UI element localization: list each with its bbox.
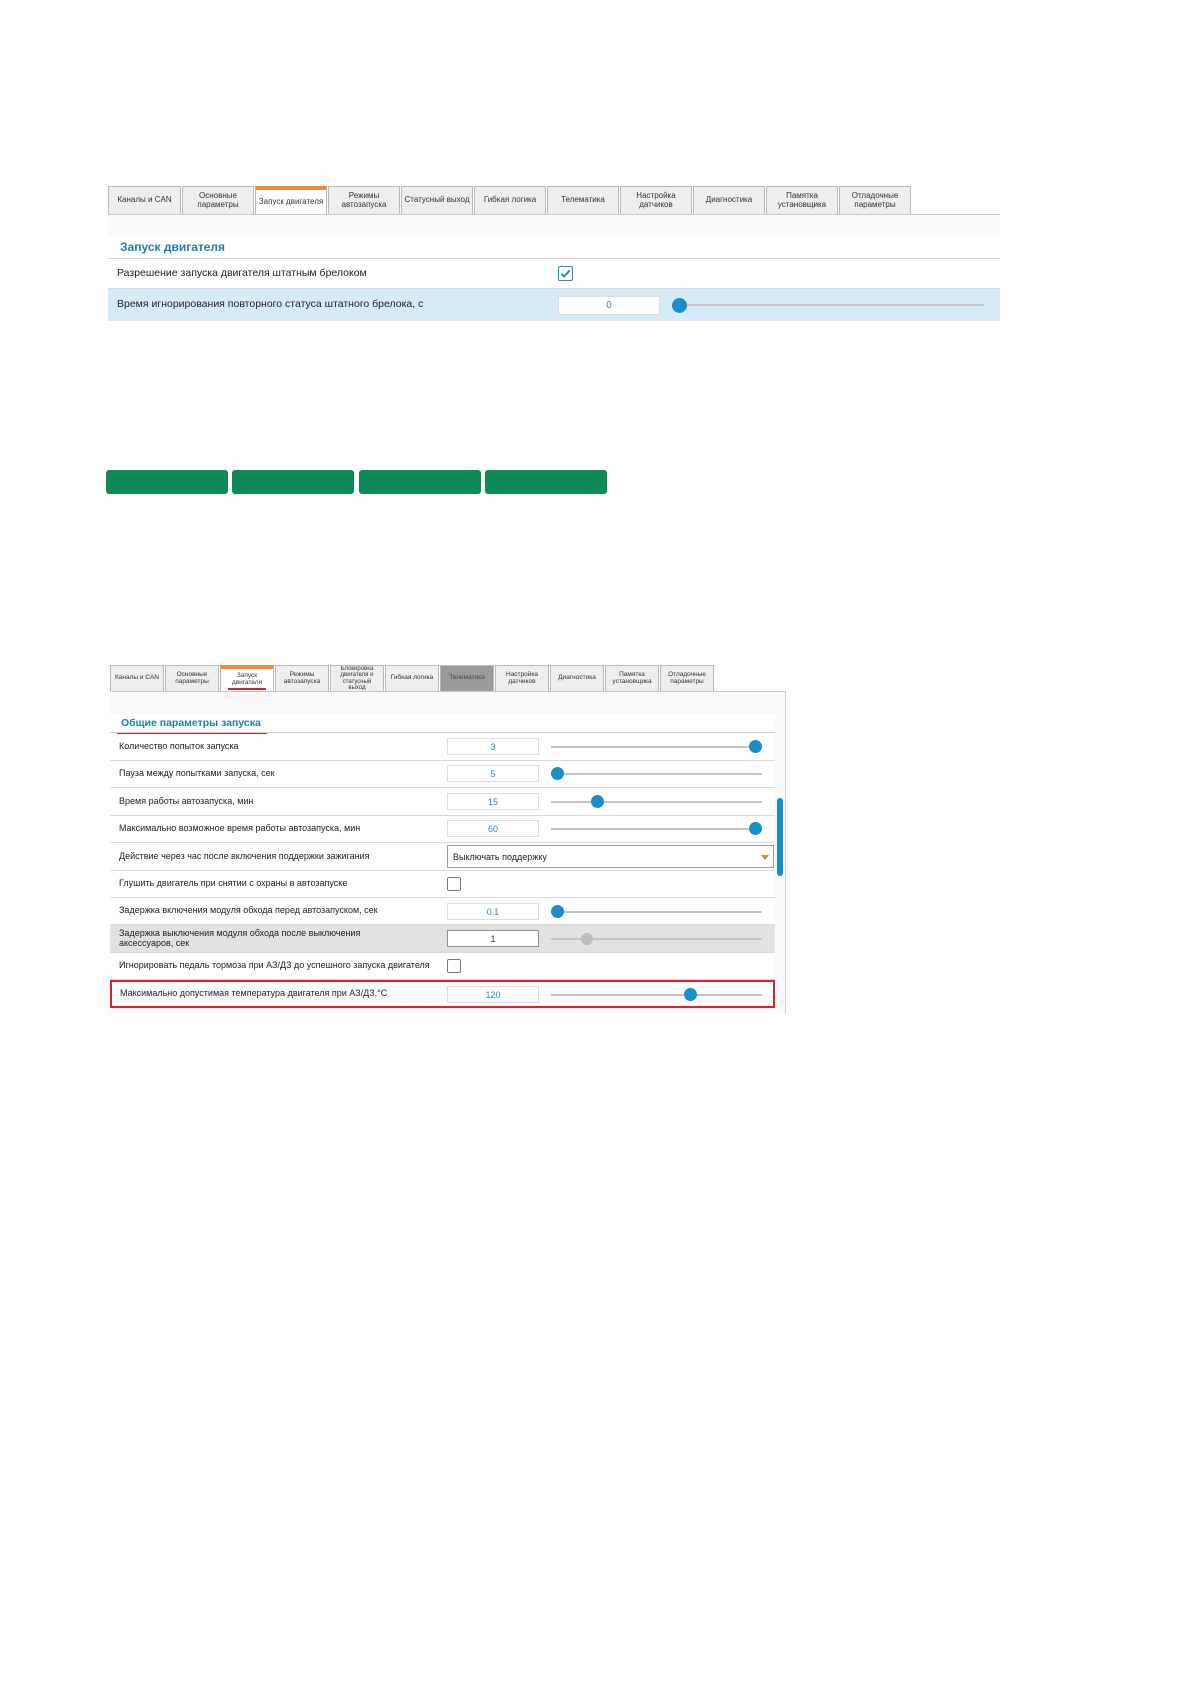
value-input[interactable]: 60 xyxy=(447,820,539,837)
slider-track[interactable] xyxy=(551,828,762,830)
setting-row: Действие через час после включения поддержки зажигания Выключать поддержку xyxy=(110,843,775,871)
tab-flex-logic[interactable]: Гибкая логика xyxy=(385,665,439,691)
tab-flex-logic[interactable]: Гибкая логика xyxy=(474,186,546,214)
ignore-time-label: Время игнорирования повторного статуса штатного брелока, с xyxy=(117,298,424,311)
setting-row: Задержка включения модуля обхода перед автозапуском, сек 0.1 xyxy=(110,898,775,925)
green-button-2[interactable] xyxy=(232,470,354,494)
scrollbar-thumb[interactable] xyxy=(777,798,783,876)
setting-row: Время работы автозапуска, мин 15 xyxy=(110,788,775,816)
tab-telematics[interactable]: Телематика xyxy=(547,186,619,214)
checkbox[interactable] xyxy=(447,877,461,891)
value-input[interactable]: 3 xyxy=(447,738,539,755)
setting-row: Максимально возможное время работы автозапуска, мин 60 xyxy=(110,816,775,843)
slider-track[interactable] xyxy=(551,911,762,913)
tab-engine-start[interactable]: Запуск двигателя xyxy=(220,665,274,691)
green-button-4[interactable] xyxy=(485,470,607,494)
value-input[interactable]: 0.1 xyxy=(447,903,539,920)
slider-track[interactable] xyxy=(551,746,762,748)
setting-row: Количество попыток запуска 3 xyxy=(110,734,775,761)
value-input: 1 xyxy=(447,930,539,947)
fob-permission-row xyxy=(108,259,1000,289)
slider-track[interactable] xyxy=(551,801,762,803)
fob-permission-checkbox[interactable] xyxy=(558,266,573,281)
section-title: Запуск двигателя xyxy=(108,235,1000,259)
slider-track[interactable] xyxy=(551,994,762,996)
slider-knob[interactable] xyxy=(749,822,762,835)
screen1-tabbar xyxy=(108,186,912,214)
checkmark-icon xyxy=(559,267,572,280)
tab-basic-params[interactable]: Основные параметры xyxy=(165,665,219,691)
tab-installer-memo[interactable]: Памятка установщика xyxy=(766,186,838,214)
slider-knob xyxy=(581,933,593,945)
tab-installer-memo[interactable]: Памятка установщика xyxy=(605,665,659,691)
tab-engine-start[interactable]: Запуск двигателя xyxy=(255,186,327,214)
setting-row: Пауза между попытками запуска, сек 5 xyxy=(110,761,775,788)
tab-diagnostics[interactable]: Диагностика xyxy=(550,665,604,691)
action-select[interactable]: Выключать поддержку xyxy=(447,845,774,868)
tab-channels-can[interactable]: Каналы и CAN xyxy=(108,186,181,214)
tab-autostart-modes[interactable]: Режимы автозапуска xyxy=(275,665,329,691)
screen2-panel xyxy=(110,691,786,1013)
slider-track[interactable] xyxy=(551,773,762,775)
tab-underline-marker xyxy=(228,688,266,690)
value-input[interactable]: 15 xyxy=(447,793,539,810)
tab-status-output[interactable]: Статусный выход xyxy=(401,186,473,214)
tab-sensors[interactable]: Настройка датчиков xyxy=(495,665,549,691)
scrollbar-track[interactable] xyxy=(777,722,783,1002)
slider-knob[interactable] xyxy=(749,740,762,753)
setting-row: Глушить двигатель при снятии с охраны в автозапуске xyxy=(110,871,775,898)
chevron-down-icon xyxy=(761,855,769,860)
setting-row-highlighted: Максимально допустимая температура двигателя при АЗ/ДЗ,°С 120 xyxy=(110,980,775,1008)
tab-telematics[interactable]: Телематика xyxy=(440,665,494,691)
slider-knob[interactable] xyxy=(591,795,604,808)
value-input[interactable]: 120 xyxy=(447,986,539,1003)
green-button-1[interactable] xyxy=(106,470,228,494)
tab-autostart-modes[interactable]: Режимы автозапуска xyxy=(328,186,400,214)
setting-row-disabled: Задержка выключения модуля обхода после выключения аксессуаров, сек 1 xyxy=(110,925,775,953)
tab-engine-lock-status[interactable]: Блокировка двигателя и статусный выход xyxy=(330,665,384,691)
slider-knob[interactable] xyxy=(684,988,697,1001)
green-button-3[interactable] xyxy=(359,470,481,494)
ignore-time-slider-track[interactable] xyxy=(672,304,984,306)
tab-debug-params[interactable]: Отладочные параметры xyxy=(660,665,714,691)
slider-knob[interactable] xyxy=(551,767,564,780)
slider-knob[interactable] xyxy=(551,905,564,918)
ignore-time-input[interactable]: 0 xyxy=(558,296,660,315)
ignore-time-slider-knob[interactable] xyxy=(672,298,687,313)
setting-row: Игнорировать педаль тормоза при АЗ/ДЗ до успешного запуска двигателя xyxy=(110,953,775,980)
tab-debug-params[interactable]: Отладочные параметры xyxy=(839,186,911,214)
checkbox[interactable] xyxy=(447,959,461,973)
value-input[interactable]: 5 xyxy=(447,765,539,782)
tab-sensors[interactable]: Настройка датчиков xyxy=(620,186,692,214)
screen1-panel xyxy=(108,214,1000,320)
screen2-tabbar xyxy=(110,665,715,691)
ignore-time-row xyxy=(108,289,1000,321)
tab-channels-can[interactable]: Каналы и CAN xyxy=(110,665,164,691)
tab-basic-params[interactable]: Основные параметры xyxy=(182,186,254,214)
section-title: Общие параметры запуска xyxy=(110,714,775,733)
fob-permission-label: Разрешение запуска двигателя штатным брелоком xyxy=(117,266,367,279)
tab-diagnostics[interactable]: Диагностика xyxy=(693,186,765,214)
